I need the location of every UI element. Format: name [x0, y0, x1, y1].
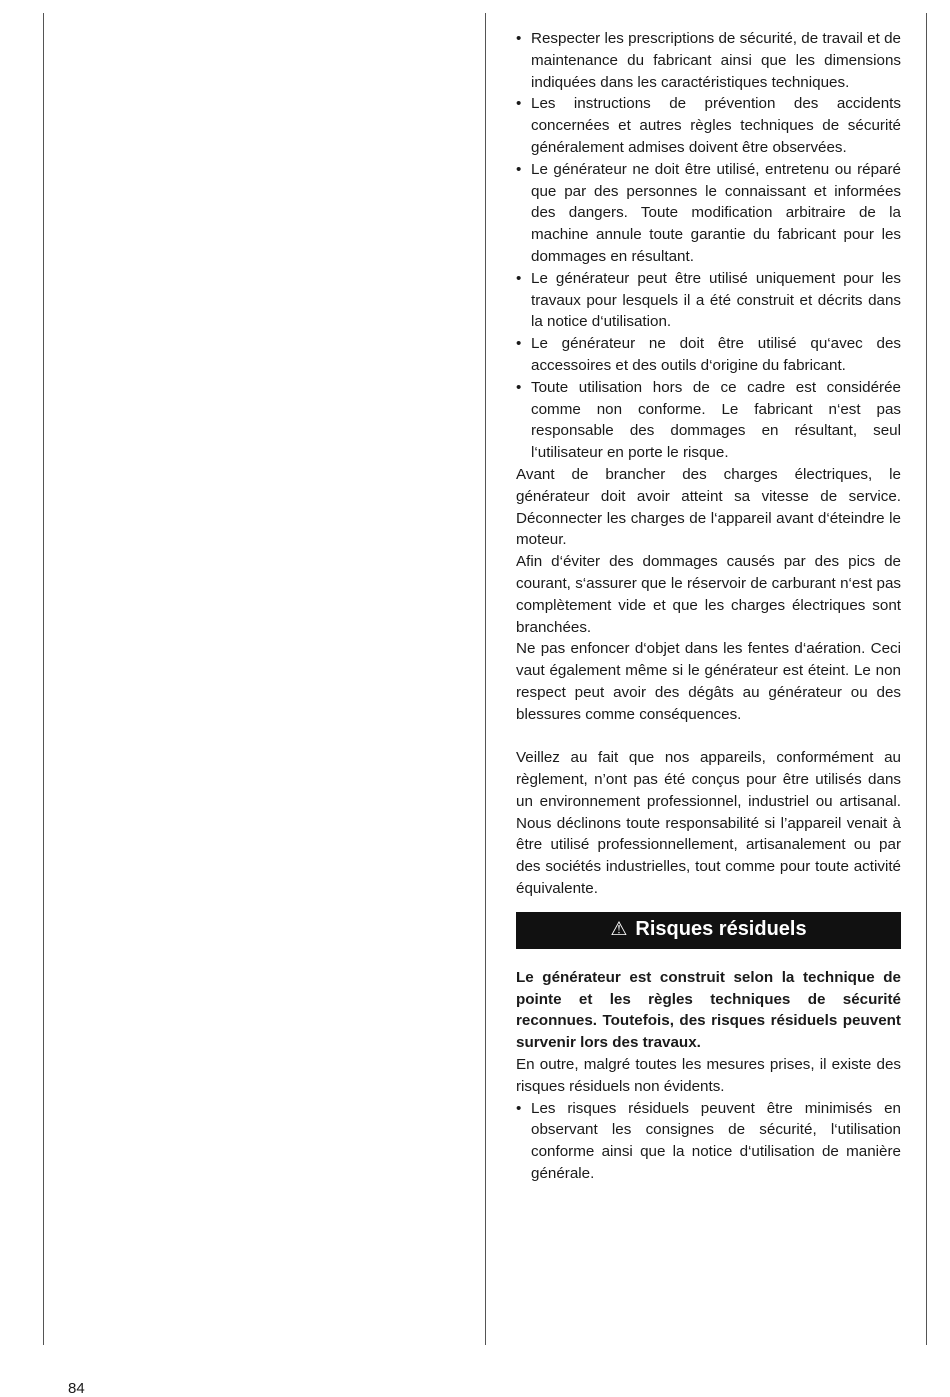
warning-triangle-icon: ⚠ [610, 919, 628, 941]
section-heading: Risques résiduels [635, 918, 807, 941]
paragraph-vents: Ne pas enfoncer d‘objet dans les fentes d‘aération. Ceci vaut également même si le générateur est éteint. Le non respect peut avoir des dégâts au générateur ou des blessures comme conséquences. [516, 640, 901, 723]
paragraph-professional-use: Veillez au fait que nos appareils, conformément au règlement, n’ont pas été conçus pour être utilisés dans un environnement professionnel, industriel ou artisanal. Nous déclinons toute responsabilité si l’appareil venait à être utilisé professionnellement, artisanalement ou par des sociétés industrielles, tout comme pour toute activité équivalente. [516, 749, 901, 898]
residual-bullet-list [516, 1098, 901, 1185]
list-item: • Toute utilisation hors de ce cadre est considérée comme non conforme. Le fabricant n‘est pas responsable des dommages en résultant, seul l‘utilisateur en porte le risque. [516, 377, 901, 464]
list-item: • Les risques résiduels peuvent être minimisés en observant les consignes de sécurité, l‘utilisation conforme ainsi que la notice d‘utilisation de manière générale. [516, 1098, 901, 1185]
list-item: • Respecter les prescriptions de sécurité, de travail et de maintenance du fabricant ainsi que les dimensions indiquées dans les caractéristiques techniques. [516, 28, 901, 93]
list-item: • Le générateur ne doit être utilisé qu‘avec des accessoires et des outils d‘origine du fabricant. [516, 333, 901, 377]
section-heading-banner [516, 912, 901, 949]
column-divider-rule [485, 13, 486, 1345]
safety-bullet-list [516, 28, 901, 464]
page-number: 84 [68, 1380, 85, 1397]
paragraph-charges: Avant de brancher des charges électriques, le générateur doit avoir atteint sa vitesse de service. Déconnecter les charges de l‘appareil avant d‘éteindre le moteur. [516, 465, 901, 549]
residual-intro-bold: Le générateur est construit selon la technique de pointe et les règles techniques de sécurité reconnues. Toutefois, des risques résiduels peuvent survenir lors des travaux. [516, 968, 901, 1052]
residual-paragraph: En outre, malgré toutes les mesures prises, il existe des risques résiduels non évidents. [516, 1056, 901, 1095]
list-item: • Le générateur peut être utilisé uniquement pour les travaux pour lesquels il a été construit et décrits dans la notice d‘utilisation. [516, 268, 901, 333]
right-text-column [516, 28, 901, 1185]
paragraph-current-peaks: Afin d‘éviter des dommages causés par des pics de courant, s‘assurer que le réservoir de carburant n‘est pas complètement vide et que les charges électriques sont branchées. [516, 553, 901, 636]
right-margin-rule [926, 13, 927, 1345]
list-item: • Le générateur ne doit être utilisé, entretenu ou réparé que par des personnes le connaissant et informées des dangers. Toute modification arbitraire de la machine annule toute garantie du fabricant pour les dommages en résultant. [516, 159, 901, 268]
list-item: • Les instructions de prévention des accidents concernées et autres règles techniques de sécurité généralement admises doivent être observées. [516, 93, 901, 158]
spacer [516, 726, 901, 748]
left-margin-rule [43, 13, 44, 1345]
